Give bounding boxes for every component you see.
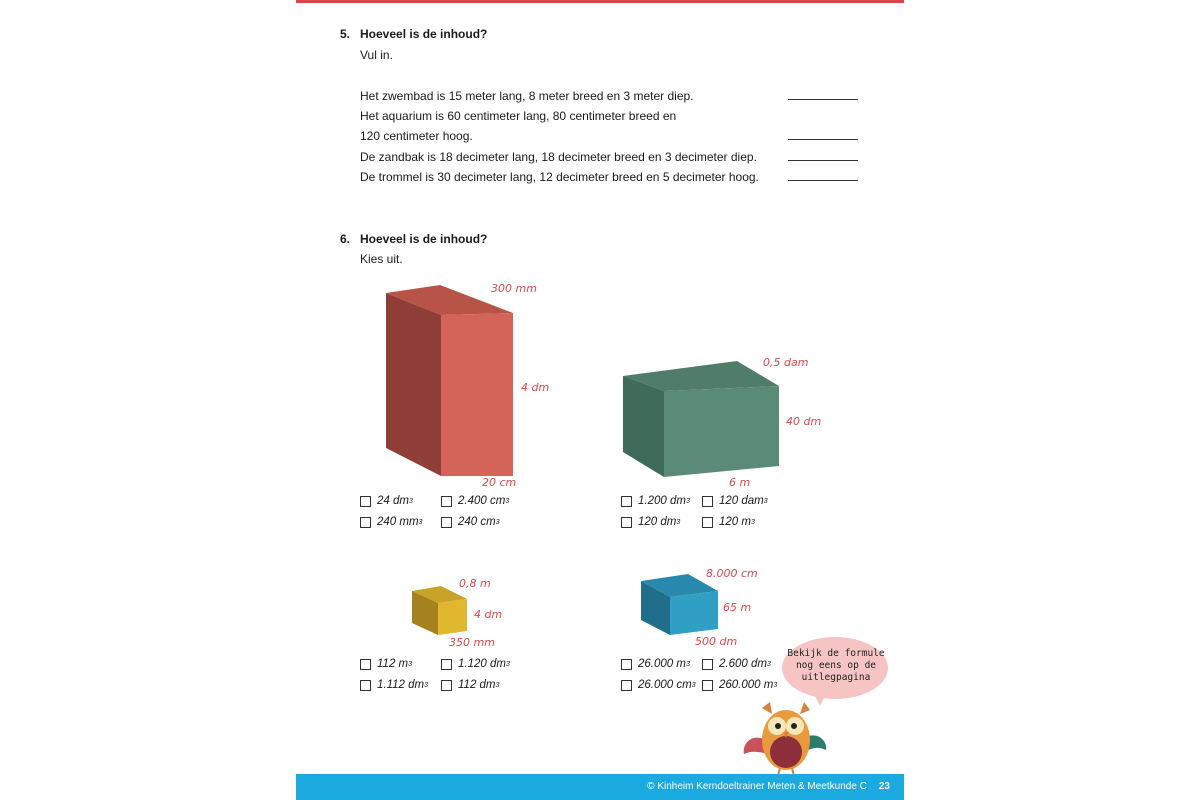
yellow-box-width-label: 350 mm bbox=[449, 636, 495, 649]
checkbox[interactable] bbox=[360, 517, 371, 528]
checkbox[interactable] bbox=[441, 680, 452, 691]
question-6-number: 6. bbox=[340, 232, 351, 246]
q5-line-aquarium: Het aquarium is 60 centimeter lang, 80 centimeter breed en bbox=[360, 109, 677, 123]
unit-power: 3 bbox=[495, 681, 500, 689]
green-box-option-2[interactable] bbox=[702, 495, 768, 507]
checkbox[interactable] bbox=[621, 680, 632, 691]
yellow-box-option-3[interactable] bbox=[360, 679, 428, 691]
checkbox[interactable] bbox=[621, 496, 632, 507]
question-5-title: Hoeveel is de inhoud? bbox=[360, 27, 488, 41]
green-box-depth-label: 0,5 dam bbox=[763, 356, 809, 369]
q5-line-trommel: De trommel is 30 decimeter lang, 12 decimeter breed en 5 decimeter hoog. bbox=[360, 170, 759, 184]
option-value: 240 cm bbox=[458, 516, 496, 528]
option-value: 1.120 dm bbox=[458, 658, 506, 670]
checkbox[interactable] bbox=[621, 659, 632, 670]
question-6-title: Hoeveel is de inhoud? bbox=[360, 232, 488, 246]
unit-power: 3 bbox=[766, 660, 771, 668]
speech-bubble-text bbox=[786, 648, 886, 684]
unit-power: 3 bbox=[763, 497, 768, 505]
unit-power: 3 bbox=[691, 681, 696, 689]
checkbox[interactable] bbox=[702, 680, 713, 691]
q5-line-aquarium-cont: 120 centimeter hoog. bbox=[360, 129, 473, 143]
yellow-box-illustration bbox=[411, 585, 469, 637]
unit-power: 3 bbox=[750, 518, 755, 526]
bubble-line-2: nog eens op de bbox=[795, 660, 877, 671]
unit-power: 3 bbox=[408, 497, 413, 505]
unit-power: 3 bbox=[495, 518, 500, 526]
bubble-line-3: uitlegpagina bbox=[801, 672, 871, 683]
unit-power: 3 bbox=[424, 681, 429, 689]
footer-text bbox=[647, 781, 890, 792]
blue-box-option-3[interactable] bbox=[621, 679, 696, 691]
page-number: 23 bbox=[878, 781, 890, 792]
option-value: 120 m bbox=[719, 516, 751, 528]
unit-power: 3 bbox=[685, 497, 690, 505]
option-value: 260.000 m bbox=[719, 679, 774, 691]
option-value: 24 dm bbox=[377, 495, 409, 507]
q5-answer-blank-zwembad[interactable] bbox=[788, 99, 858, 100]
red-box-depth-label: 300 mm bbox=[491, 282, 537, 295]
option-value: 2.400 cm bbox=[458, 495, 506, 507]
unit-power: 3 bbox=[418, 518, 423, 526]
option-value: 26.000 cm bbox=[638, 679, 692, 691]
red-box-option-2[interactable] bbox=[441, 495, 509, 507]
question-5-number: 5. bbox=[340, 27, 351, 41]
red-box-illustration bbox=[385, 283, 515, 478]
yellow-box-option-2[interactable] bbox=[441, 658, 510, 670]
q5-answer-blank-zandbak[interactable] bbox=[788, 160, 858, 161]
q5-answer-blank-aquarium[interactable] bbox=[788, 139, 858, 140]
checkbox[interactable] bbox=[621, 517, 632, 528]
option-value: 2.600 dm bbox=[719, 658, 767, 670]
option-value: 1.200 dm bbox=[638, 495, 686, 507]
option-value: 1.112 dm bbox=[377, 679, 425, 691]
checkbox[interactable] bbox=[441, 517, 452, 528]
checkbox[interactable] bbox=[441, 659, 452, 670]
unit-power: 3 bbox=[505, 660, 510, 668]
yellow-box-option-4[interactable] bbox=[441, 679, 499, 691]
unit-power: 3 bbox=[676, 518, 681, 526]
question-6-instruction: Kies uit. bbox=[360, 252, 403, 266]
red-box-option-3[interactable] bbox=[360, 516, 422, 528]
checkbox[interactable] bbox=[702, 517, 713, 528]
unit-power: 3 bbox=[408, 660, 413, 668]
unit-power: 3 bbox=[505, 497, 510, 505]
option-value: 26.000 m bbox=[638, 658, 686, 670]
unit-power: 3 bbox=[773, 681, 778, 689]
green-box-option-3[interactable] bbox=[621, 516, 680, 528]
blue-box-option-1[interactable] bbox=[621, 658, 690, 670]
checkbox[interactable] bbox=[360, 680, 371, 691]
red-box-height-label: 4 dm bbox=[521, 381, 550, 394]
owl-mascot-icon bbox=[742, 702, 830, 778]
checkbox[interactable] bbox=[360, 659, 371, 670]
option-value: 120 dm bbox=[638, 516, 677, 528]
blue-box-height-label: 65 m bbox=[723, 601, 752, 614]
q5-line-zwembad: Het zwembad is 15 meter lang, 8 meter breed en 3 meter diep. bbox=[360, 89, 694, 103]
option-value: 112 dm bbox=[458, 679, 496, 691]
blue-box-width-label: 500 dm bbox=[695, 635, 738, 648]
top-rule bbox=[296, 0, 904, 3]
green-box-illustration bbox=[622, 360, 782, 480]
green-box-option-1[interactable] bbox=[621, 495, 690, 507]
checkbox[interactable] bbox=[702, 659, 713, 670]
option-value: 120 dam bbox=[719, 495, 764, 507]
blue-box-option-2[interactable] bbox=[702, 658, 771, 670]
footer-bar bbox=[296, 774, 904, 800]
yellow-box-height-label: 4 dm bbox=[474, 608, 503, 621]
unit-power: 3 bbox=[685, 660, 690, 668]
green-box-option-4[interactable] bbox=[702, 516, 755, 528]
question-5-instruction: Vul in. bbox=[360, 48, 393, 62]
checkbox[interactable] bbox=[360, 496, 371, 507]
footer-credit: © Kinheim Kerndoeltrainer Meten & Meetkunde C bbox=[647, 781, 867, 792]
blue-box-option-4[interactable] bbox=[702, 679, 777, 691]
bubble-line-1: Bekijk de formule bbox=[787, 648, 885, 659]
q5-line-zandbak: De zandbak is 18 decimeter lang, 18 decimeter breed en 3 decimeter diep. bbox=[360, 150, 757, 164]
red-box-option-1[interactable] bbox=[360, 495, 413, 507]
option-value: 112 m bbox=[377, 658, 409, 670]
yellow-box-depth-label: 0,8 m bbox=[459, 577, 491, 590]
q5-answer-blank-trommel[interactable] bbox=[788, 180, 858, 181]
blue-box-illustration bbox=[640, 573, 720, 637]
checkbox[interactable] bbox=[441, 496, 452, 507]
green-box-height-label: 40 dm bbox=[786, 415, 822, 428]
checkbox[interactable] bbox=[702, 496, 713, 507]
green-box-width-label: 6 m bbox=[729, 476, 751, 489]
option-value: 240 mm bbox=[377, 516, 419, 528]
red-box-width-label: 20 cm bbox=[482, 476, 517, 489]
blue-box-depth-label: 8.000 cm bbox=[706, 567, 758, 580]
red-box-option-4[interactable] bbox=[441, 516, 500, 528]
yellow-box-option-1[interactable] bbox=[360, 658, 412, 670]
